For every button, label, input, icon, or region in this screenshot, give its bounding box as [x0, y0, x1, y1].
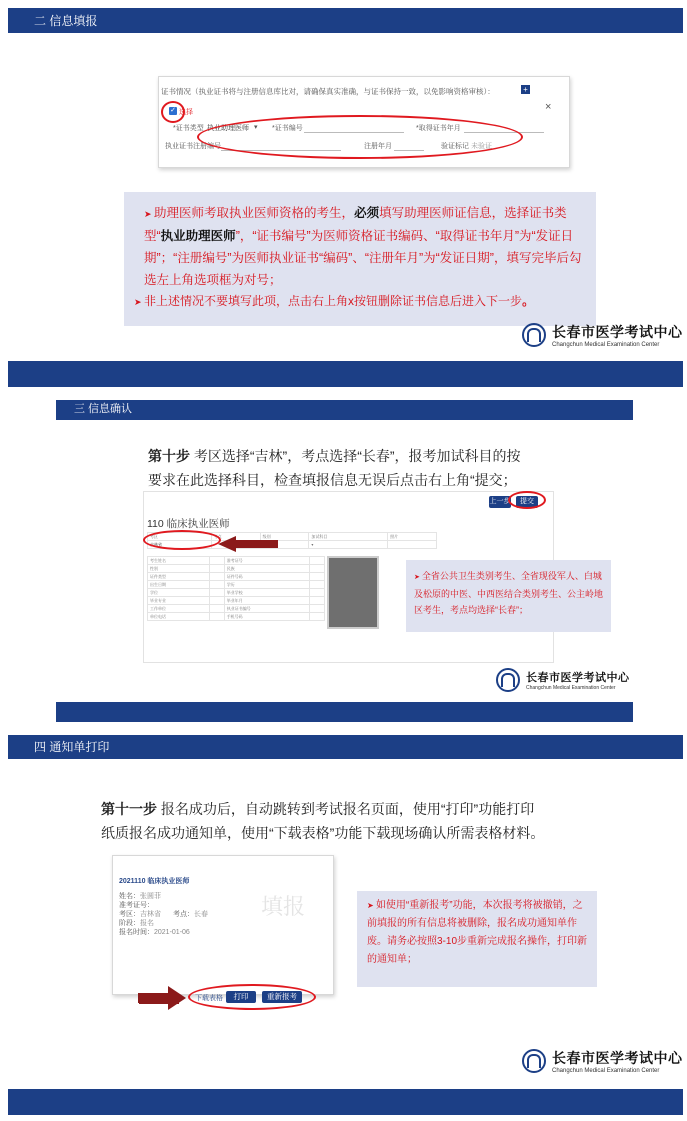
note3-paragraph — [367, 897, 591, 969]
note3-bullet: ➤ — [367, 901, 376, 910]
step10-text-a: 考区选择“吉林”，考点选择“长春”，报考加试科目的按 — [190, 448, 521, 464]
org-logo-3 — [522, 1048, 683, 1074]
register-date-label: 注册年月 — [364, 143, 392, 150]
step10-text — [148, 444, 568, 492]
step10-text-b: 要求在此选择科目，检查填报信息无误后点击右上角“提交； — [148, 472, 517, 488]
note1-paragraph-1 — [144, 202, 584, 291]
row-certno-label: 执业证书编号 — [224, 605, 310, 613]
download-link[interactable]: 下载表格 — [195, 995, 223, 1002]
row-unit-value — [209, 605, 224, 613]
site-label: 考点： — [173, 911, 194, 918]
row-edu-label: 学历 — [224, 581, 310, 589]
note-box-3 — [357, 891, 597, 987]
site-value: 长春 — [194, 911, 208, 918]
row-idno-label: 证件号码 — [224, 573, 310, 581]
note1-text-b: 必须 — [354, 206, 380, 220]
col-photo: 照片 — [388, 533, 437, 541]
cert-type-select[interactable]: 执业助理医师 — [207, 125, 249, 132]
org-name-en: Changchun Medical Examination Center — [526, 685, 616, 691]
select-checkbox[interactable]: ✓ — [170, 107, 176, 114]
note1-text-p2: 非上述情况不要填写此项，点击右上角x按钮删除证书信息后进入下一步 — [144, 294, 523, 308]
note1-text-d: 执业助理医师 — [160, 229, 236, 243]
print-button[interactable]: 打印 — [226, 991, 256, 1003]
org-name-en: Changchun Medical Examination Center — [552, 1068, 660, 1074]
area-label: 考区： — [119, 911, 140, 918]
note1-bullet-2: ➤ — [134, 297, 145, 307]
ticket-label: 准考证号： — [119, 902, 154, 909]
pointer-arrow-1 — [218, 536, 236, 552]
note1-text-a: 助理医师考取执业医师资格的考生， — [154, 206, 355, 220]
row-phone-value — [209, 613, 224, 621]
print-title: 2021110 临床执业医师 — [119, 878, 190, 885]
row-ticket-label: 准考证号 — [224, 557, 310, 565]
area-value: 吉林省 — [140, 911, 161, 918]
section3-bar — [56, 400, 633, 420]
row-degree-label: 学位 — [148, 589, 210, 597]
note3-text: 如使用“重新报考”功能，本次报考将被撤销，之前填报的所有信息将被删除，报名成功通知单作废。请务必按照3-10步重新完成报名操作，打印新的通知单； — [367, 900, 588, 965]
watermark-text: 填报 — [261, 894, 306, 919]
step11-label: 第十一步 — [101, 801, 157, 817]
verify-value: 未验证 — [471, 143, 492, 150]
info-table — [147, 556, 325, 621]
name-value: 张圆菲 — [140, 893, 161, 900]
pointer-arrow-2-body — [138, 993, 170, 1003]
section2-title: 二 信息填报 — [34, 14, 98, 28]
verify-label: 验证标记 — [441, 143, 469, 150]
pointer-arrow-1-tail — [236, 540, 278, 548]
note2-bullet: ➤ — [414, 574, 422, 581]
row-edu-value — [310, 581, 325, 589]
row-idtype-value — [209, 573, 224, 581]
org-name-cn: 长春市医学考试中心 — [552, 324, 683, 340]
area-select[interactable]: 吉林省 — [148, 541, 212, 549]
note1-text-p2-end: 。 — [522, 294, 535, 308]
col-level: 级别 — [260, 533, 309, 541]
note1-text-c: 填写助理医师证信息，选择证书类型“ — [144, 206, 567, 243]
row-school-label: 毕业学校 — [224, 589, 310, 597]
row-gradate-label: 毕业年月 — [224, 597, 310, 605]
row-ethnic-label: 民族 — [224, 565, 310, 573]
row-certno-value — [310, 605, 325, 613]
photo-cell — [388, 541, 437, 549]
org-emblem-icon — [496, 668, 520, 692]
cert-no-label: *证书编号 — [272, 125, 303, 132]
submit-button[interactable]: 提交 — [516, 496, 538, 508]
resubmit-button[interactable]: 重新报考 — [262, 991, 302, 1003]
row-major-label: 毕业专业 — [148, 597, 210, 605]
row-mobile-value — [310, 613, 325, 621]
stage-value: 报名 — [140, 920, 154, 927]
pointer-arrow-2-head — [168, 986, 186, 1010]
org-name-cn: 长春市医学考试中心 — [526, 672, 630, 684]
note2-text: 全省公共卫生类别考生、全省现役军人、白城及松原的中医、中西医结合类别考生、公主岭地区考生，考点均选择“长春”； — [414, 571, 604, 615]
row-ticket-value — [310, 557, 325, 565]
row-school-value — [310, 589, 325, 597]
close-icon[interactable]: × — [545, 101, 552, 113]
row-gradate-value — [310, 597, 325, 605]
row-unit-label: 工作单位 — [148, 605, 210, 613]
info-site — [173, 909, 208, 919]
step11-text-b: 纸质报名成功通知单，使用“下载表格”功能下载现场确认所需表格材料。 — [101, 825, 545, 841]
note-box-2 — [406, 560, 611, 632]
org-name-cn: 长春市医学考试中心 — [552, 1050, 683, 1066]
photo-placeholder — [327, 556, 379, 629]
row-phone-label: 单位电话 — [148, 613, 210, 621]
section3-title: 三 信息确认 — [74, 403, 133, 415]
info-time — [119, 927, 190, 937]
issue-date-label: *取得证书年月 — [416, 125, 461, 132]
name-label: 姓名： — [119, 893, 140, 900]
org-name-en: Changchun Medical Examination Center — [552, 342, 660, 348]
row-name-value — [209, 557, 224, 565]
checkbox-label: 选择 — [179, 109, 193, 116]
section4-title: 四 通知单打印 — [34, 740, 110, 754]
fields-highlight-ring — [197, 115, 523, 159]
confirm-title: 110 临床执业医师 — [147, 518, 230, 530]
row-name-label: 考生姓名 — [148, 557, 210, 565]
row-birth-label: 出生日期 — [148, 581, 210, 589]
row-idno-value — [310, 573, 325, 581]
note1-bullet-1: ➤ — [144, 209, 155, 219]
row-gender-value — [209, 565, 224, 573]
row-major-value — [209, 597, 224, 605]
time-value: 2021-01-06 — [154, 929, 190, 936]
chevron-down-icon: ▾ — [254, 124, 258, 131]
row-degree-value — [209, 589, 224, 597]
area-highlight-ring — [143, 530, 221, 550]
org-emblem-icon — [522, 323, 546, 347]
row-idtype-label: 证件类型 — [148, 573, 210, 581]
step10-label: 第十步 — [148, 448, 190, 464]
org-logo-2 — [496, 668, 630, 692]
row-mobile-label: 手机号码 — [224, 613, 310, 621]
row-ethnic-value — [310, 565, 325, 573]
time-label: 报名时间： — [119, 929, 154, 936]
cert-type-label: *证书类型 — [173, 125, 204, 132]
note1-text-e: ”，“证书编号”为医师资格证书编码、“取得证书年月”为“发证日期”；“注册编号”为医师执业证书“编码”、“注册年月”为“发证日期”，填写完毕后勾选左上角选项框为对号； — [144, 229, 582, 287]
col-site: 考点 — [211, 533, 260, 541]
stage-label: 阶段： — [119, 920, 140, 927]
submit-highlight-ring — [508, 491, 546, 509]
row-birth-value — [209, 581, 224, 589]
step11-text — [101, 797, 621, 845]
cert-form-header: 证书情况（执业证书将与注册信息库比对，请确保真实准确，与证书保持一致，以免影响资格审核）： — [161, 87, 495, 96]
org-emblem-icon — [522, 1049, 546, 1073]
section2-bar — [8, 8, 683, 33]
row-gender-label: 性别 — [148, 565, 210, 573]
section2-footer-bar — [8, 361, 683, 387]
col-extra-subject: 加试科目 — [309, 533, 388, 541]
print-screenshot — [112, 855, 334, 995]
section3-footer-bar — [56, 702, 633, 722]
col-area: 考区 — [148, 533, 212, 541]
extra-subject-select[interactable]: ▾ — [309, 541, 388, 549]
add-icon[interactable]: + — [521, 85, 530, 94]
bottom-bar — [8, 1089, 683, 1115]
note2-paragraph — [414, 568, 606, 618]
prev-button[interactable]: 上一步 — [489, 496, 511, 508]
buttons-highlight-ring — [188, 984, 316, 1010]
practice-no-label: 执业证书注册编号 — [165, 143, 221, 150]
org-logo-1 — [522, 322, 683, 348]
note-box-1 — [124, 192, 596, 326]
step11-text-a: 报名成功后，自动跳转到考试报名页面，使用“打印”功能打印 — [157, 801, 535, 817]
note1-paragraph-2 — [134, 290, 594, 313]
cert-form-screenshot — [158, 76, 570, 168]
